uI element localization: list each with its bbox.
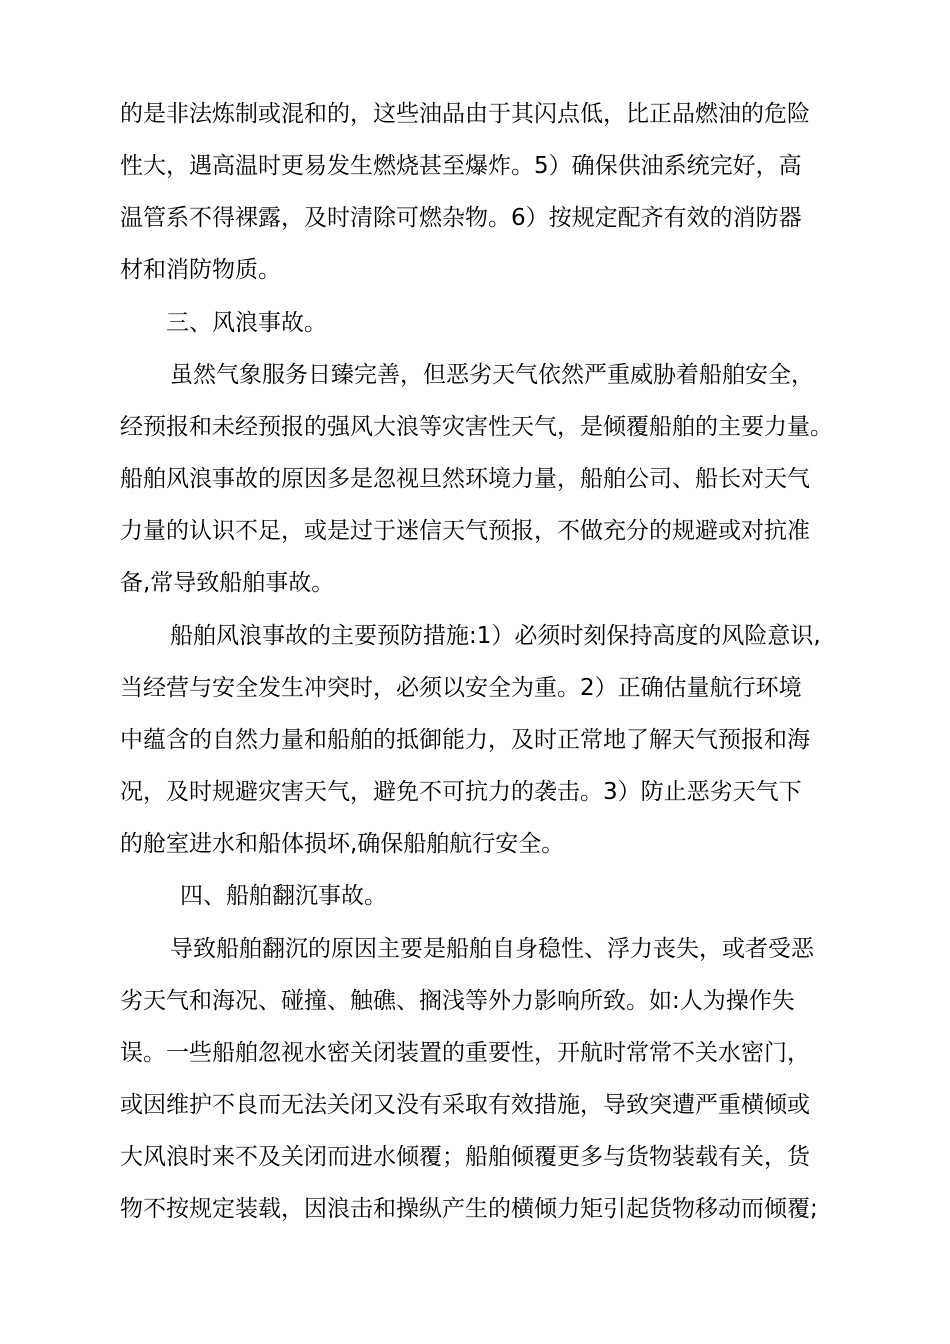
text-line: 的是非法炼制或混和的，这些油品由于其闪点低，比正品燃油的危险 [120,101,810,127]
text-line: 温管系不得裸露，及时清除可燃杂物。6）按规定配齐有效的消防器 [120,205,802,231]
text-line: 中蕴含的自然力量和船舶的抵御能力，及时正常地了解天气预报和海 [120,727,810,753]
section-heading: 四、船舶翻沉事故。 [180,883,387,909]
text-line: 况，及时规避灾害天气，避免不可抗力的袭击。3）防止恶劣天气下 [120,779,802,805]
text-line: 大风浪时来不及关闭而进水倾覆；船舶倾覆更多与货物装载有关，货 [120,1144,810,1170]
text-line: 船舶风浪事故的原因多是忽视旦然环境力量，船舶公司、船长对天气 [120,466,810,492]
text-line: 材和消防物质。 [120,257,281,283]
text-line: 虽然气象服务日臻完善，但恶劣天气依然严重威胁着船舶安全， [170,362,814,388]
text-line: 劣天气和海况、碰撞、触礁、搁浅等外力影响所致。如:人为操作失 [120,988,795,1014]
text-line: 当经营与安全发生冲突时，必须以安全为重。2）正确估量航行环境 [120,675,802,701]
section-heading: 三、风浪事故。 [166,310,327,336]
text-line: 性大，遇高温时更易发生燃烧甚至爆炸。5）确保供油系统完好，高 [120,153,802,179]
text-line: 备,常导致船舶事故。 [120,570,335,596]
text-line: 船舶风浪事故的主要预防措施:1）必须时刻保持高度的风险意识, [170,623,821,649]
text-line: 的舱室进水和船体损坏,确保船舶航行安全。 [120,831,565,857]
text-line: 导致船舶翻沉的原因主要是船舶自身稳性、浮力丧失，或者受恶 [170,936,814,962]
text-line: 物不按规定装载，因浪击和操纵产生的横倾力矩引起货物移动而倾覆; [120,1196,818,1222]
text-line: 或因维护不良而无法关闭又没有采取有效措施，导致突遭严重横倾或 [120,1092,810,1118]
text-line: 力量的认识不足，或是过于迷信天气预报，不做充分的规避或对抗准 [120,518,810,544]
text-line: 误。一些船舶忽视水密关闭装置的重要性，开航时常常不关水密门， [120,1040,810,1066]
text-line: 经预报和未经预报的强风大浪等灾害性天气，是倾覆船舶的主要力量。 [120,414,833,440]
